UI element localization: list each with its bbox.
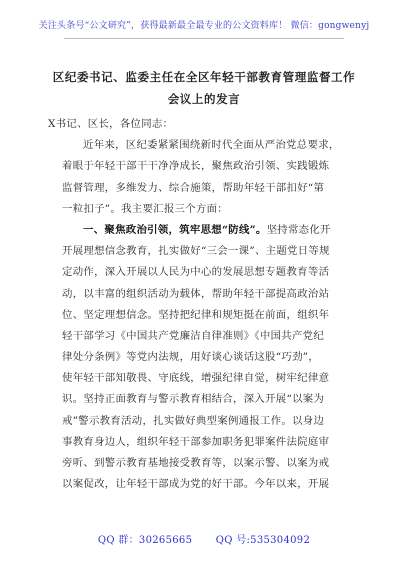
- body-line: 识。坚持正面教育与警示教育相结合，深入开展“以案为: [62, 393, 325, 406]
- body-line: 旁听、到警示教育基地接受教育等，以案示警、以案为戒: [62, 457, 330, 469]
- body-line: 动，以丰富的组织活动为载体，帮助年轻干部提高政治站: [62, 287, 330, 300]
- body-line: 使年轻干部知敬畏、守底线，增强纪律自觉，树牢纪律意: [62, 372, 330, 385]
- title-line-2: 会议上的发言: [167, 92, 241, 106]
- document-body: [48, 114, 346, 495]
- body-line: 位、坚定理想信念。坚持把纪律和规矩挺在前面，组织年: [62, 308, 330, 321]
- section-heading: 一、聚焦政治引领，筑牢思想“防线”。: [83, 223, 267, 236]
- document-title: [40, 66, 368, 110]
- footer-qq-group: QQ 群：30265665: [97, 535, 193, 546]
- body-line: 近年来，区纪委紧紧围绕新时代全面从严治党总要求，: [83, 139, 340, 152]
- body-line: 事教育身边人，组织年轻干部参加职务犯罪案件法院庭审: [62, 435, 330, 448]
- title-line-1: 区纪委书记、监委主任在全区年轻干部教育管理监督工作: [52, 70, 356, 84]
- body-line: 轻干部学习《中国共产党廉洁自律准则》《中国共产党纪: [62, 329, 325, 342]
- body-line: 以案促改，让年轻干部成为党的好干部。今年以来，开展: [62, 478, 330, 491]
- section-heading-line: [62, 220, 346, 241]
- header-notice: 关注头条号“公文研究”，获得最新最全最专业的公文资料库！ 微信：gongwenyj: [38, 21, 370, 31]
- body-line: 戒”警示教育活动，扎实做好典型案例通报工作。以身边: [62, 414, 325, 427]
- salutation: X书记、区长，各位同志：: [48, 118, 174, 130]
- body-line: 定动作，深入开展以人民为中心的发展思想专题教育等活: [62, 266, 330, 279]
- body-line: 一粒扣子”。我主要汇报三个方面：: [62, 202, 228, 215]
- body-line: 着眼于年轻干部干干净净成长，聚焦政治引领、实践锻炼: [62, 160, 330, 173]
- body-line: 监督管理，多维发力、综合施策，帮助年轻干部扣好“第: [62, 181, 325, 194]
- header-divider: [64, 38, 344, 39]
- body-line: 开展理想信念教育，扎实做好“三会一课”、主题党日等规: [62, 245, 330, 258]
- section-heading-continuation: 坚持常态化开: [266, 223, 331, 236]
- footer-contact: [0, 531, 408, 546]
- footer-qq-number: QQ 号:535304092: [215, 535, 311, 546]
- body-line: 律处分条例》等党内法规，用好谈心谈话这股“巧劲”，: [62, 351, 320, 364]
